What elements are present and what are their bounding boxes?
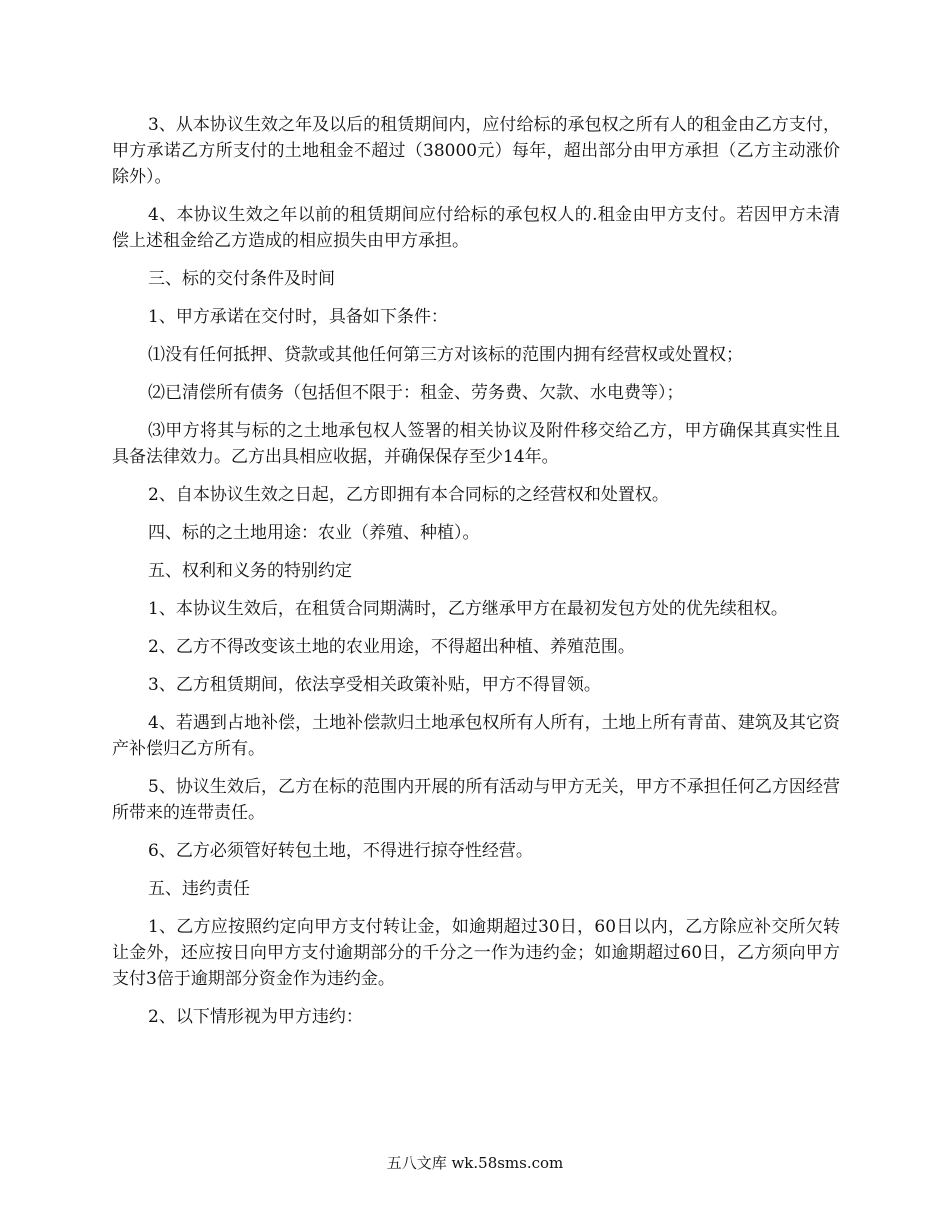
section-heading: 五、权利和义务的特别约定 [148,561,352,581]
paragraph: 3、乙方租赁期间，依法享受相关政策补贴，甲方不得冒领。 [148,675,601,695]
paragraph: 2、乙方不得改变该土地的农业用途，不得超出种植、养殖范围。 [148,637,635,657]
paragraph: 4、若遇到占地补偿，土地补偿款归土地承包权所有人所有，土地上所有青苗、建筑及其它资产补偿归乙方所有。 [112,713,840,759]
paragraph: 3、从本协议生效之年及以后的租赁期间内，应付给标的承包权之所有人的租金由乙方支付，甲方承诺乙方所支付的土地租金不超过（38000元）每年，超出部分由甲方承担（乙方主动涨价除外）。 [112,115,840,187]
paragraph: 1、乙方应按照约定向甲方支付转让金，如逾期超过30日，60日以内，乙方除应补交所欠转让金外，还应按日向甲方支付逾期部分的千分之一作为违约金；如逾期超过60日，乙方须向甲方支付3倍于逾期部分资金作为违约金。 [112,917,840,989]
list-item: ⑵已清偿所有债务（包括但不限于：租金、劳务费、欠款、水电费等）； [148,383,684,403]
list-item: ⑴没有任何抵押、贷款或其他任何第三方对该标的范围内拥有经营权或处置权； [148,345,743,365]
section-heading: 四、标的之土地用途：农业（养殖、种植）。 [148,523,480,543]
list-item: ⑶甲方将其与标的之土地承包权人签署的相关协议及附件移交给乙方，甲方确保其真实性且具备法律效力。乙方出具相应收据，并确保保存至少14年。 [112,421,840,467]
paragraph: 4、本协议生效之年以前的租赁期间应付给标的承包权人的.租金由甲方支付。若因甲方未清偿上述租金给乙方造成的相应损失由甲方承担。 [112,205,840,251]
paragraph: 2、自本协议生效之日起，乙方即拥有本合同标的之经营权和处置权。 [148,485,669,505]
paragraph: 2、以下情形视为甲方违约： [148,1007,363,1027]
paragraph: 1、本协议生效后，在租赁合同期满时，乙方继承甲方在最初发包方处的优先续租权。 [148,599,788,619]
section-heading: 三、标的交付条件及时间 [148,269,335,289]
paragraph: 5、协议生效后，乙方在标的范围内开展的所有活动与甲方无关，甲方不承担任何乙方因经营所带来的连带责任。 [112,777,840,823]
document-body [112,112,840,1042]
footer-watermark: 五八文库 wk.58sms.com [386,1154,564,1172]
paragraph: 1、甲方承诺在交付时，具备如下条件： [148,307,448,327]
paragraph: 6、乙方必须管好转包土地，不得进行掠夺性经营。 [148,841,533,861]
section-heading: 五、违约责任 [148,879,250,899]
